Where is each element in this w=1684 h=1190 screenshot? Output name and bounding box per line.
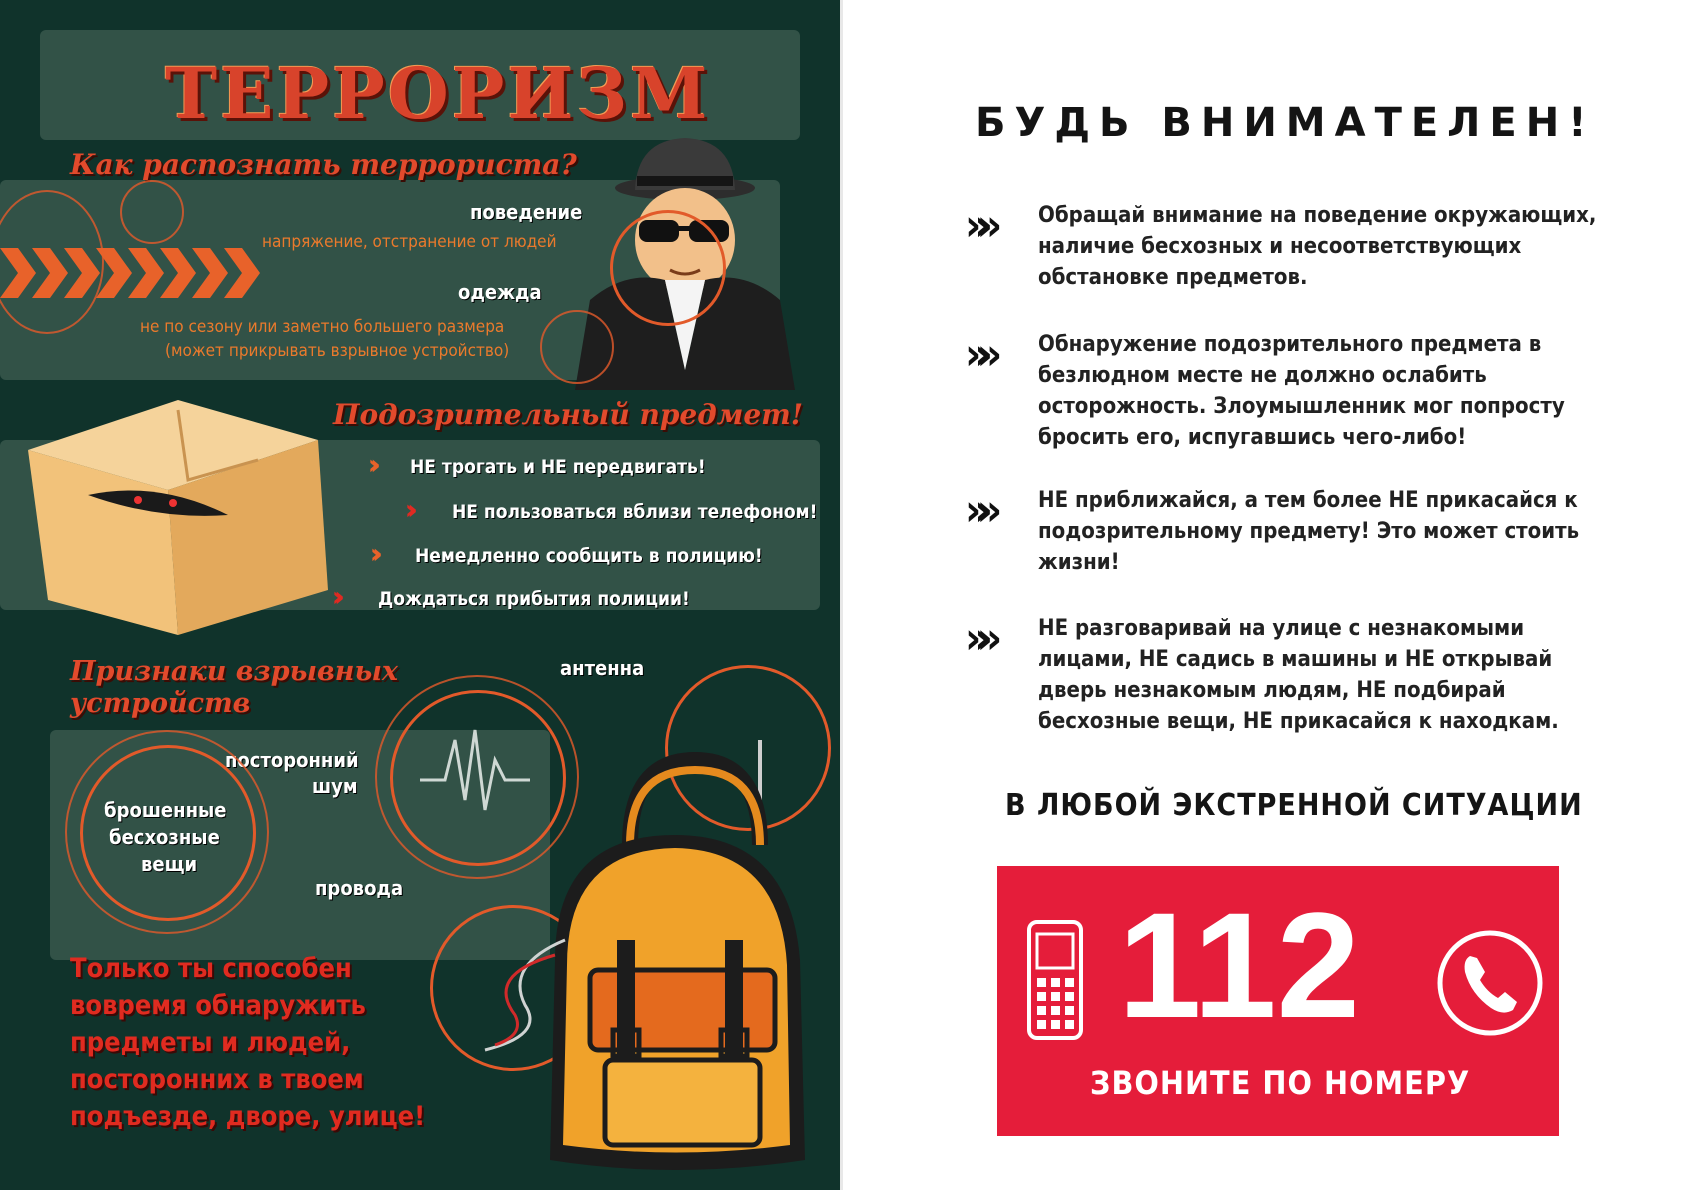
phone-handset-icon [1435, 928, 1545, 1038]
behavior-label: поведение [470, 200, 583, 224]
safety-item-text-1: Обращай внимание на поведение окружающих, наличие бесхозных и несоответствующих обстановке предметов. [1038, 203, 1597, 290]
suspicious-heading: Подозрительный предмет! [333, 398, 804, 431]
main-title: ТЕРРОРИЗМ [165, 52, 711, 135]
target-ring-icon [610, 210, 726, 326]
suspicious-bullet-2: НЕ пользоваться вблизи телефоном! [452, 501, 818, 523]
noise-label-1: посторонний [225, 748, 359, 772]
terrorism-poster [0, 0, 840, 1190]
suspicious-bullet-3: Немедленно сообщить в полицию! [415, 545, 763, 567]
wires-icon [465, 935, 575, 1055]
chevron-icon: »» [965, 329, 989, 380]
recognize-heading: Как распознать террориста? [70, 148, 577, 181]
noise-wave-icon [420, 720, 530, 820]
safety-item-2 [965, 329, 1605, 457]
box-icon [28, 400, 338, 640]
abandoned-label-3: вещи [141, 852, 198, 876]
suspicious-bullet-4: Дождаться прибытия полиции! [378, 588, 690, 610]
chevron-icon: ›› [370, 537, 375, 570]
chevron-icon: ›› [405, 493, 410, 526]
chevron-icon: »» [965, 613, 989, 664]
clothes-label: одежда [458, 280, 542, 304]
antenna-label: антенна [560, 656, 645, 680]
mobile-phone-icon [1027, 920, 1083, 1040]
suspicious-bullet-1: НЕ трогать и НЕ передвигать! [410, 456, 706, 478]
chevron-icon: »» [965, 200, 989, 251]
safety-item-text-2: Обнаружение подозрительного предмета в безлюдном месте не должно ослабить осторожность. Злоумышленник мог попросту бросить его, испугавшись чего-либо! [1038, 332, 1565, 450]
abandoned-label-2: бесхозные [109, 825, 220, 849]
signs-heading-1: Признаки взрывных [70, 656, 399, 687]
call-number-text: ЗВОНИТЕ ПО НОМЕРУ [1090, 1064, 1471, 1102]
chevron-icon: »» [965, 485, 989, 536]
safety-item-text-3: НЕ приближайся, а тем более НЕ прикасайся к подозрительному предмету! Это может стоить жизни! [1038, 488, 1580, 575]
vigilance-note: Только ты способен вовремя обнаружить предметы и людей, посторонних в твоем подъезде, дворе, улице! [70, 953, 426, 1132]
behavior-text: напряжение, отстранение от людей [262, 232, 557, 252]
emergency-heading: В ЛЮБОЙ ЭКСТРЕННОЙ СИТУАЦИИ [1005, 788, 1583, 823]
be-attentive-title: БУДЬ ВНИМАТЕЛЕН! [975, 100, 1596, 146]
safety-item-1 [965, 200, 1605, 295]
abandoned-label-1: брошенные [104, 798, 227, 822]
signs-heading-2: устройств [70, 688, 251, 719]
target-ring-icon [120, 180, 184, 244]
chevron-strip-icon [0, 248, 260, 298]
safety-item-text-4: НЕ разговаривай на улице с незнакомыми лицами, НЕ садись в машины и НЕ открывай дверь незнакомым людям, НЕ подбирай бесхозные вещи, НЕ прикасайся к находкам. [1038, 616, 1559, 734]
chevron-icon: ›› [332, 580, 337, 613]
safety-item-3 [965, 485, 1605, 580]
wires-label: провода [315, 876, 404, 900]
safety-item-4 [965, 613, 1605, 741]
backpack-icon [535, 740, 810, 1180]
emergency-number: 112 [1118, 881, 1360, 1049]
target-ring-icon [540, 310, 614, 384]
clothes-text-1: не по сезону или заметно большего размера [140, 317, 505, 337]
chevron-icon: ›› [368, 448, 373, 481]
noise-label-2: шум [312, 774, 358, 798]
clothes-text-2: (может прикрывать взрывное устройство) [165, 341, 510, 361]
